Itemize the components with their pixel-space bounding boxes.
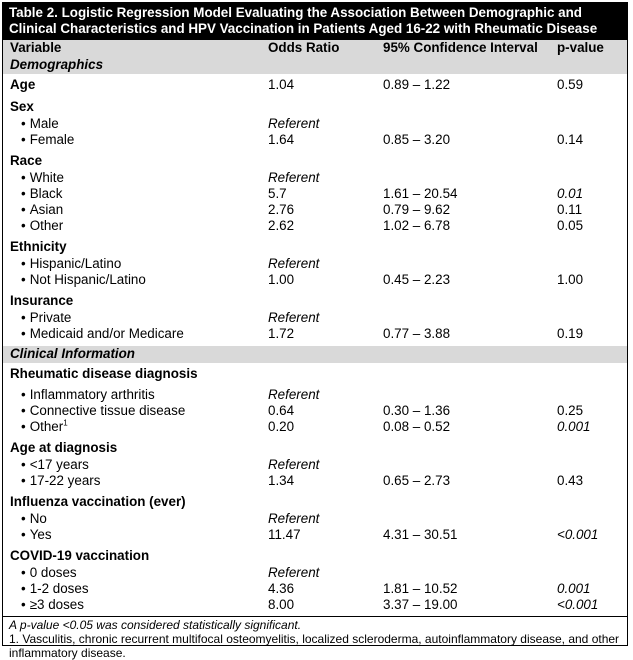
odds-ratio-value: Referent <box>268 457 320 472</box>
row-label <box>10 116 59 132</box>
column-header-row <box>3 40 627 57</box>
row-label-text: Female <box>29 132 75 147</box>
table-row <box>3 202 627 218</box>
odds-ratio-value: Referent <box>268 565 320 580</box>
p-value: 0.14 <box>557 132 584 147</box>
column-header-odds-ratio: Odds Ratio <box>268 40 340 55</box>
group-label: Insurance <box>10 293 74 308</box>
section-header <box>3 57 627 74</box>
table-footnotes <box>3 616 627 660</box>
section-title: Clinical Information <box>10 346 135 361</box>
p-value: 0.25 <box>557 403 584 418</box>
row-label <box>10 511 47 527</box>
odds-ratio-value: 1.34 <box>268 473 295 488</box>
row-label-text: Hispanic/Latino <box>29 256 122 271</box>
table-row <box>3 272 627 288</box>
p-value: 1.00 <box>557 272 584 287</box>
group-row <box>3 440 627 457</box>
odds-ratio-value: 1.04 <box>268 77 295 92</box>
group-row <box>3 366 627 383</box>
confidence-interval-value: 1.81 – 10.52 <box>383 581 458 596</box>
confidence-interval-value: 0.89 – 1.22 <box>383 77 451 92</box>
p-value: 0.05 <box>557 218 584 233</box>
row-label-text: 0 doses <box>29 565 77 580</box>
row-label <box>10 527 52 543</box>
group-row <box>3 239 627 256</box>
row-label-text: Inflammatory arthritis <box>29 387 155 402</box>
group-label: Ethnicity <box>10 239 67 254</box>
row-label <box>10 473 100 489</box>
table-row <box>3 403 627 419</box>
row-label <box>10 310 71 326</box>
row-label-text: 17-22 years <box>29 473 101 488</box>
regression-table <box>2 2 628 660</box>
group-label: Influenza vaccination (ever) <box>10 494 186 509</box>
row-label-text: <17 years <box>29 457 89 472</box>
row-label-text: Not Hispanic/Latino <box>29 272 146 287</box>
odds-ratio-value: Referent <box>268 256 320 271</box>
row-label-text: Asian <box>29 202 64 217</box>
odds-ratio-value: 11.47 <box>268 527 301 542</box>
table-row <box>3 581 627 597</box>
odds-ratio-value: 8.00 <box>268 597 295 612</box>
row-label <box>10 457 89 473</box>
odds-ratio-value: 5.7 <box>268 186 287 201</box>
row-label-text: Medicaid and/or Medicare <box>29 326 184 341</box>
table-row <box>3 511 627 527</box>
confidence-interval-value: 3.37 – 19.00 <box>383 597 458 612</box>
column-header-p-value: p-value <box>557 40 604 55</box>
footnote-1: 1. Vasculitis, chronic recurrent multifocal osteomyelitis, localized scleroderma, autoinflammatory disease, and other inflammatory disease. <box>9 632 620 660</box>
row-label <box>10 202 63 218</box>
row-label <box>10 170 64 186</box>
column-header-confidence-interval: 95% Confidence Interval <box>383 40 538 55</box>
confidence-interval-value: 0.65 – 2.73 <box>383 473 451 488</box>
table-row <box>3 116 627 132</box>
confidence-interval-value: 0.77 – 3.88 <box>383 326 451 341</box>
odds-ratio-value: Referent <box>268 170 320 185</box>
table-row <box>3 326 627 342</box>
group-label: Race <box>10 153 43 168</box>
odds-ratio-value: 1.00 <box>268 272 295 287</box>
row-label <box>10 132 74 148</box>
group-label: Age <box>10 77 36 92</box>
table-row <box>3 457 627 473</box>
group-label: Age at diagnosis <box>10 440 118 455</box>
table-row <box>3 186 627 202</box>
row-label <box>10 186 62 202</box>
table-row <box>3 170 627 186</box>
row-label-text: No <box>29 511 47 526</box>
row-label-text: Other <box>29 218 64 233</box>
group-row <box>3 548 627 565</box>
row-label <box>10 387 155 403</box>
table-row <box>3 597 627 613</box>
group-label: Rheumatic disease diagnosis <box>10 366 198 381</box>
group-row <box>3 494 627 511</box>
row-label <box>10 597 84 613</box>
odds-ratio-value: 4.36 <box>268 581 295 596</box>
confidence-interval-value: 0.30 – 1.36 <box>383 403 451 418</box>
p-value: 0.11 <box>557 202 583 217</box>
p-value: 0.001 <box>557 419 591 434</box>
row-label-text: Yes <box>29 527 52 542</box>
p-value: 0.001 <box>557 581 591 596</box>
p-value: 0.59 <box>557 77 584 92</box>
table-row <box>3 310 627 326</box>
confidence-interval-value: 1.02 – 6.78 <box>383 218 451 233</box>
confidence-interval-value: 4.31 – 30.51 <box>383 527 458 542</box>
group-label: COVID-19 vaccination <box>10 548 150 563</box>
p-value: <0.001 <box>557 527 599 542</box>
row-label-text: Connective tissue disease <box>29 403 186 418</box>
row-label-text: Private <box>29 310 72 325</box>
row-label <box>10 272 146 288</box>
table-title: Table 2. Logistic Regression Model Evaluating the Association Between Demographic and Clinical Characteristics and HPV Vaccination in Patients Aged 16-22 with Rheumatic Disease <box>3 3 627 40</box>
odds-ratio-value: 2.62 <box>268 218 295 233</box>
odds-ratio-value: Referent <box>268 387 320 402</box>
group-row <box>3 99 627 116</box>
p-value: 0.43 <box>557 473 584 488</box>
row-label-text: Other <box>29 419 64 434</box>
odds-ratio-value: 1.64 <box>268 132 295 147</box>
p-value: 0.01 <box>557 186 584 201</box>
row-label <box>10 218 63 234</box>
table-row <box>3 218 627 234</box>
confidence-interval-value: 0.79 – 9.62 <box>383 202 451 217</box>
significance-note: A p-value <0.05 was considered statistically significant. <box>9 618 302 632</box>
row-label-text: White <box>29 170 64 185</box>
p-value: <0.001 <box>557 597 599 612</box>
table-body <box>3 57 627 616</box>
row-label <box>10 403 185 419</box>
odds-ratio-value: Referent <box>268 310 320 325</box>
odds-ratio-value: Referent <box>268 511 320 526</box>
confidence-interval-value: 0.45 – 2.23 <box>383 272 451 287</box>
table-row <box>3 256 627 272</box>
row-label <box>10 256 121 272</box>
column-header-variable: Variable <box>10 40 62 55</box>
table-row <box>3 387 627 403</box>
row-label-text: 1-2 doses <box>29 581 89 596</box>
table-row <box>3 132 627 148</box>
group-row <box>3 293 627 310</box>
confidence-interval-value: 1.61 – 20.54 <box>383 186 458 201</box>
row-label-text: Black <box>29 186 63 201</box>
section-title: Demographics <box>10 57 104 72</box>
row-label <box>10 581 89 597</box>
odds-ratio-value: 0.20 <box>268 419 295 434</box>
row-label <box>10 419 68 435</box>
table-row <box>3 419 627 435</box>
row-label <box>10 565 77 581</box>
table-row <box>3 565 627 581</box>
confidence-interval-value: 0.08 – 0.52 <box>383 419 451 434</box>
table-row <box>3 473 627 489</box>
table-row <box>3 527 627 543</box>
odds-ratio-value: 1.72 <box>268 326 295 341</box>
group-row <box>3 77 627 94</box>
odds-ratio-value: 0.64 <box>268 403 295 418</box>
confidence-interval-value: 0.85 – 3.20 <box>383 132 451 147</box>
row-label <box>10 326 184 342</box>
p-value: 0.19 <box>557 326 584 341</box>
group-label: Sex <box>10 99 34 114</box>
footnote-marker: 1 <box>63 418 68 428</box>
odds-ratio-value: 2.76 <box>268 202 295 217</box>
row-label-text: ≥3 doses <box>29 597 84 612</box>
row-label-text: Male <box>29 116 59 131</box>
section-header <box>3 346 627 363</box>
odds-ratio-value: Referent <box>268 116 320 131</box>
group-row <box>3 153 627 170</box>
